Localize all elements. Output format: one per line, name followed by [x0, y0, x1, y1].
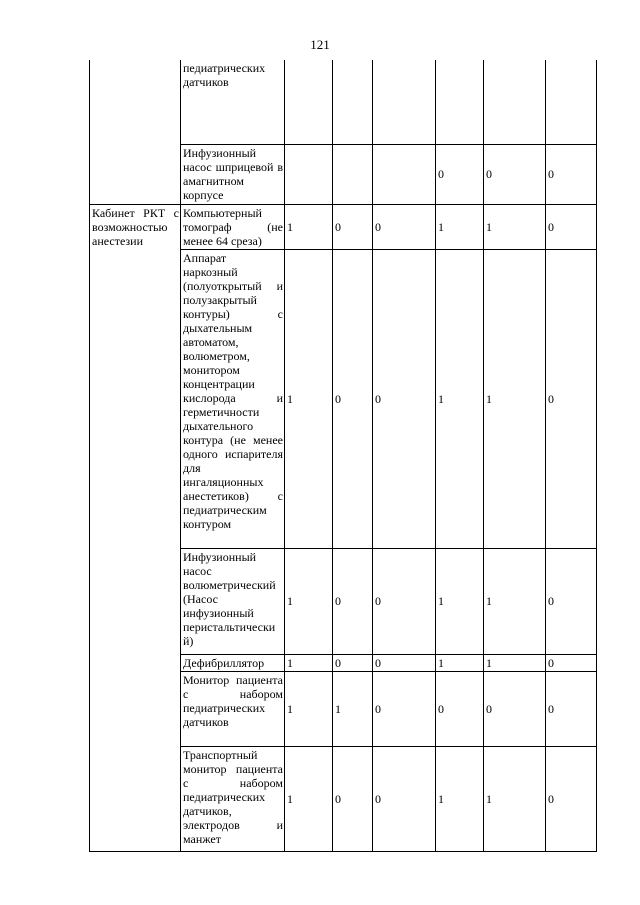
value-cell: 0: [436, 144, 484, 204]
value-cell: 1: [285, 746, 333, 851]
value-cell: 0: [484, 671, 546, 746]
table-row: [90, 204, 597, 249]
table-row: [90, 548, 597, 654]
department-cell: [90, 60, 181, 144]
value-cell: 1: [436, 249, 484, 548]
department-cell: [90, 746, 181, 851]
value-cell: 1: [484, 654, 546, 671]
value-cell: [436, 60, 484, 144]
value-cell: 1: [436, 548, 484, 654]
value-cell: 1: [285, 671, 333, 746]
equipment-name-cell: Дефибриллятор: [181, 654, 285, 671]
value-cell: 1: [285, 249, 333, 548]
value-cell: 1: [285, 654, 333, 671]
value-cell: 0: [546, 548, 597, 654]
department-cell: [90, 249, 181, 548]
value-cell: 1: [436, 204, 484, 249]
value-cell: 0: [546, 249, 597, 548]
value-cell: 0: [373, 671, 436, 746]
value-cell: 0: [546, 654, 597, 671]
equipment-name-cell: Инфузионный насос волюметрический (Насос инфузионный перистальтически й): [181, 548, 285, 654]
value-cell: [285, 60, 333, 144]
table-row: [90, 249, 597, 548]
equipment-name-cell: педиатрических датчиков: [181, 60, 285, 144]
value-cell: [373, 144, 436, 204]
equipment-name-cell: Транспортный монитор пациента с набором педиатрических датчиков, электродов и манжет: [181, 746, 285, 851]
value-cell: 1: [333, 671, 373, 746]
department-cell: [90, 144, 181, 204]
table-row: [90, 671, 597, 746]
equipment-name-cell: Монитор пациента с набором педиатрических датчиков: [181, 671, 285, 746]
value-cell: 0: [546, 671, 597, 746]
value-cell: 1: [285, 548, 333, 654]
value-cell: 0: [333, 746, 373, 851]
equipment-table: [89, 60, 597, 852]
value-cell: 0: [436, 671, 484, 746]
value-cell: [484, 60, 546, 144]
value-cell: 0: [546, 746, 597, 851]
value-cell: 0: [484, 144, 546, 204]
value-cell: 1: [484, 746, 546, 851]
value-cell: 0: [333, 204, 373, 249]
value-cell: [373, 60, 436, 144]
value-cell: 0: [333, 548, 373, 654]
equipment-name-cell: Инфузионный насос шприцевой в амагнитном корпусе: [181, 144, 285, 204]
value-cell: 0: [373, 746, 436, 851]
value-cell: 0: [333, 654, 373, 671]
value-cell: 1: [484, 249, 546, 548]
value-cell: [333, 60, 373, 144]
value-cell: [285, 144, 333, 204]
equipment-name-cell: Компьютерный томограф (не менее 64 среза): [181, 204, 285, 249]
value-cell: 1: [436, 654, 484, 671]
department-cell: [90, 671, 181, 746]
value-cell: 0: [373, 654, 436, 671]
table-row: [90, 60, 597, 144]
value-cell: [546, 60, 597, 144]
equipment-name-cell: Аппарат наркозный (полуоткрытый и полузакрытый контуры) с дыхательным автоматом, волюметром, монитором концентрации кислорода и герметичности дыхательного контура (не менее одного испарителя для ингаляционных анестетиков) с педиатрическим контуром: [181, 249, 285, 548]
value-cell: 1: [484, 548, 546, 654]
page-number: 121: [310, 37, 330, 52]
value-cell: 0: [333, 249, 373, 548]
table-row: [90, 144, 597, 204]
table-row: [90, 654, 597, 671]
value-cell: [333, 144, 373, 204]
value-cell: 0: [546, 204, 597, 249]
department-cell: [90, 654, 181, 671]
value-cell: 0: [373, 548, 436, 654]
value-cell: 1: [436, 746, 484, 851]
department-cell: Кабинет РКТ с возможностью анестезии: [90, 204, 181, 249]
value-cell: 1: [484, 204, 546, 249]
value-cell: 0: [373, 204, 436, 249]
table-row: [90, 746, 597, 851]
value-cell: 1: [285, 204, 333, 249]
value-cell: 0: [373, 249, 436, 548]
department-cell: [90, 548, 181, 654]
value-cell: 0: [546, 144, 597, 204]
